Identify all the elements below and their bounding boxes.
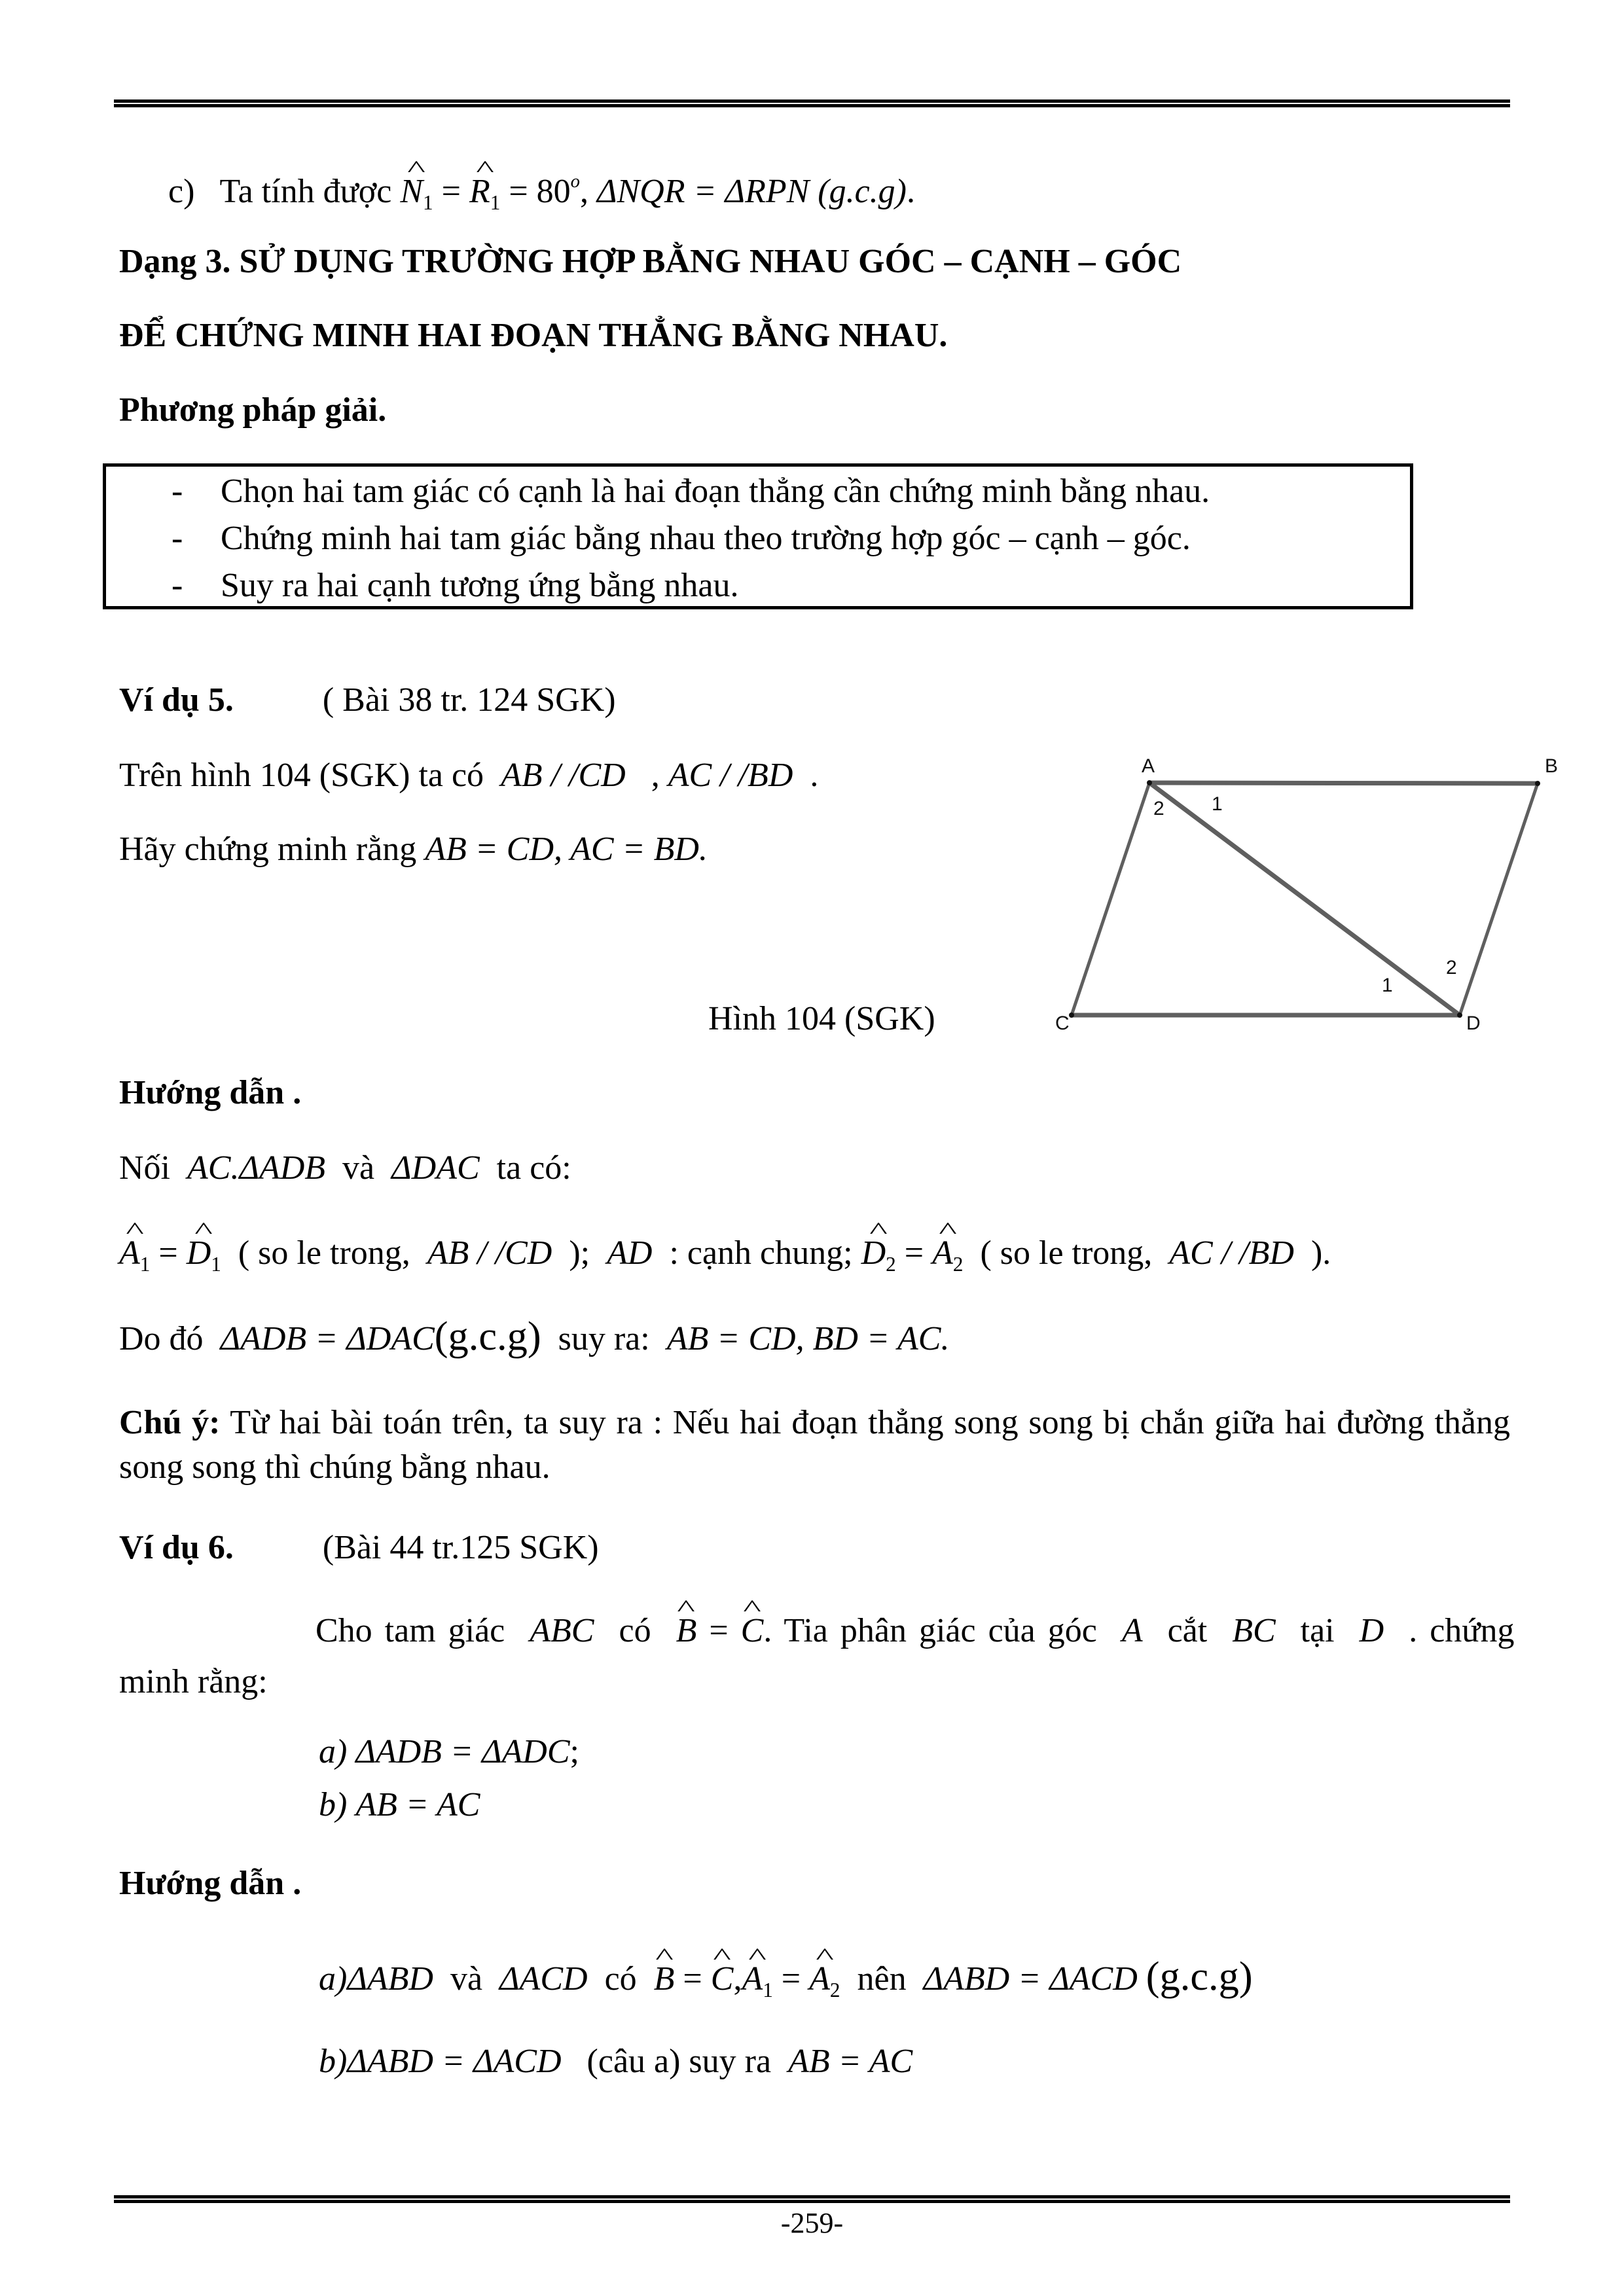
point-b	[1535, 781, 1540, 786]
angle-n1: ^ $N_1$	[400, 172, 433, 223]
example6-header	[119, 1528, 599, 1568]
label-c: C	[1055, 1013, 1070, 1034]
angle-c: ^ C	[741, 1611, 764, 1651]
example6-guide-b: b)ΔABD = ΔACD (câu a) suy ra AB = AC	[319, 2043, 913, 2080]
example6-label: Ví dụ 6.	[119, 1529, 234, 1566]
example5-label: Ví dụ 5.	[119, 681, 234, 719]
bullet-dash: -	[171, 473, 183, 510]
example6-source: (Bài 44 tr.125 SGK)	[322, 1529, 599, 1566]
label-d1: 1	[1382, 975, 1393, 996]
part-c-line: c) Ta tính được ^ $N_1$ = ^ $R_1 = 80^o$, ΔNQR = ΔRPN (g.c.g).	[168, 162, 915, 223]
part-c-label: c)	[168, 172, 195, 210]
figure-104-caption: Hình 104 (SGK)	[708, 1000, 935, 1037]
note-paragraph	[119, 1401, 1510, 1490]
part-c-text: Ta tính được	[219, 172, 392, 210]
label-d: D	[1466, 1013, 1481, 1034]
example6-part-a: a) ΔADB = ΔADC;	[319, 1733, 579, 1770]
angle-d1: ^ $D_1$	[187, 1234, 221, 1284]
method-box: - Chọn hai tam giác có cạnh là hai đoạn thẳng cần chứng minh bằng nhau. - Chứng minh hai tam giác bằng nhau theo trường hợp góc – cạnh – góc. - Suy ra hai cạnh tương ứng bằng nhau.	[103, 463, 1413, 609]
page-number: -259-	[780, 2207, 844, 2239]
section-title-line2: ĐỂ CHỨNG MINH HAI ĐOẠN THẲNG BẰNG NHAU.	[119, 317, 948, 354]
segment-bd	[1460, 783, 1538, 1015]
angle-b: ^ B	[676, 1611, 697, 1651]
angle-b: ^ B	[654, 1960, 675, 1999]
example5-given: Trên hình 104 (SGK) ta có AB / /CD , AC / /BD .	[119, 757, 819, 794]
bullet-dash: -	[171, 567, 183, 604]
label-a1: 1	[1212, 793, 1223, 815]
header-rule-top	[114, 99, 1510, 103]
example6-statement-line2: minh rằng:	[119, 1663, 268, 1700]
angle-a1: ^ $A_1$	[742, 1960, 772, 2010]
angle-a1: ^ $A_1$	[119, 1234, 150, 1284]
congruence-nqr-rpn: ΔNQR = ΔRPN	[596, 172, 810, 210]
example6-part-b: b) AB = AC	[319, 1786, 480, 1823]
footer-rule-bottom	[114, 2200, 1510, 2203]
angle-r1: ^ $R_1$	[469, 172, 500, 223]
method-heading: Phương pháp giải.	[119, 391, 387, 429]
segment-ac	[1072, 783, 1149, 1015]
angle-c: ^ C	[711, 1960, 734, 1999]
label-d2: 2	[1446, 957, 1457, 978]
point-a	[1147, 780, 1152, 785]
point-d	[1457, 1013, 1462, 1018]
angle-a2: ^ $A_2$	[809, 1960, 840, 2010]
figure-104-parallelogram	[1034, 733, 1571, 1047]
example6-guide-heading: Hướng dẫn .	[119, 1865, 302, 1902]
example5-guide-line3: Do đó ΔADB = ΔDAC(g.c.g) suy ra: AB = CD, BD = AC.	[119, 1314, 950, 1359]
example5-guide-heading: Hướng dẫn .	[119, 1074, 302, 1111]
label-a2: 2	[1153, 798, 1164, 819]
example5-header	[119, 681, 616, 720]
bullet-dash: -	[171, 520, 183, 557]
case-gcg: (g.c.g)	[818, 172, 907, 210]
example5-guide-line1: Nối AC.ΔADB và ΔDAC ta có:	[119, 1149, 571, 1187]
example5-source: ( Bài 38 tr. 124 SGK)	[322, 681, 616, 719]
footer-rule-top	[114, 2195, 1510, 2198]
segment-ad	[1149, 783, 1460, 1015]
note-text: Từ hai bài toán trên, ta suy ra : Nếu hai đoạn thẳng song song bị chắn giữa hai đường thẳng song song thì chúng bằng nhau.	[119, 1404, 1510, 1486]
label-a: A	[1142, 755, 1155, 777]
example5-prove: Hãy chứng minh rằng AB = CD, AC = BD.	[119, 831, 708, 868]
section-title-line1: Dạng 3. SỬ DỤNG TRƯỜNG HỢP BẰNG NHAU GÓC – CẠNH – GÓC	[119, 243, 1182, 280]
label-b: B	[1545, 755, 1559, 777]
example6-statement-line1: Cho tam giác ABC có ^ B = ^ C. Tia phân giác của góc A cắt BC tại D . chứng	[316, 1611, 1514, 1651]
angle-d2: ^ $D_2$	[861, 1234, 896, 1284]
example5-guide-line2: ^ $A_1$ = ^ $D_1$ ( so le trong, AB / /CD ); AD : cạnh chung; ^ $D_2$ = ^ $A_2$ ( so le trong, AC / /BD ).	[119, 1234, 1331, 1284]
note-label: Chú ý:	[119, 1404, 221, 1441]
angle-a2: ^ $A_2$	[932, 1234, 963, 1284]
point-c	[1069, 1013, 1074, 1018]
example6-guide-a: a)ΔABD và ΔACD có ^ B = ^ C,^ $A_1$ = ^ $A_2$ nên ΔABD = ΔACD (g.c.g)	[319, 1957, 1253, 2010]
header-rule-bottom	[114, 104, 1510, 107]
